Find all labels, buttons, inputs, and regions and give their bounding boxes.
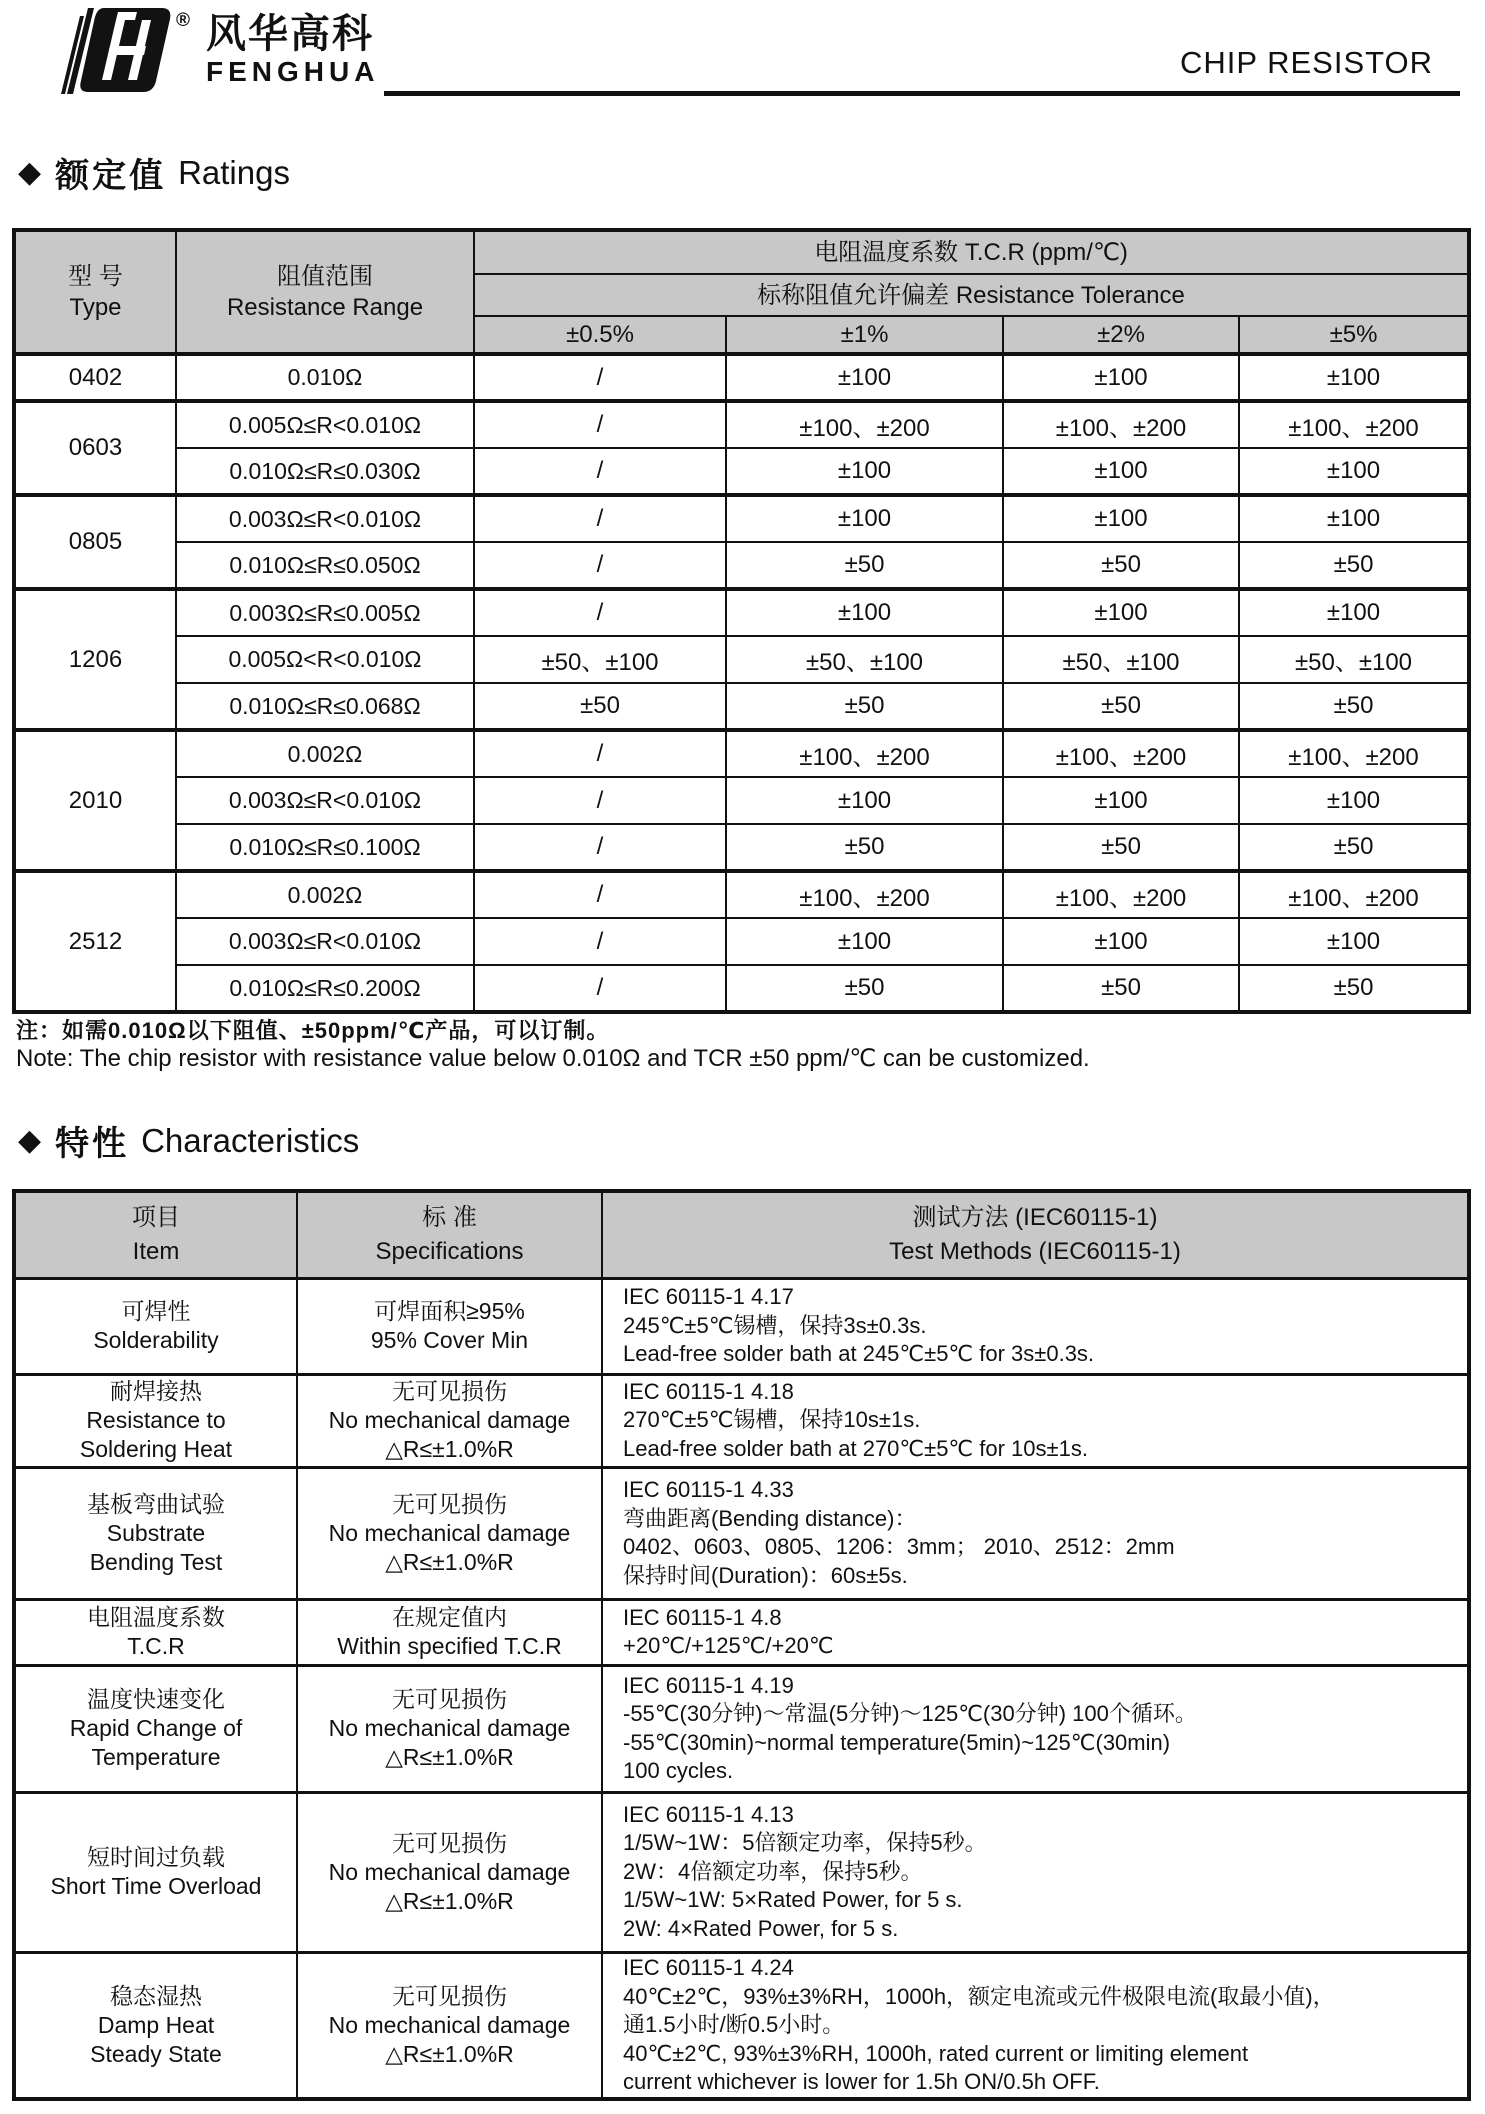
tcr-cell: ±100 [1003, 918, 1239, 965]
tcr-cell: / [474, 824, 726, 871]
tcr-cell: ±50 [1003, 824, 1239, 871]
characteristics-table [12, 1189, 1471, 2101]
tcr-cell: ±100 [726, 448, 1003, 495]
characteristics-header-row [14, 1191, 1469, 1278]
tcr-cell: ±50 [1003, 683, 1239, 730]
item-cell: 耐焊接热 Resistance to Soldering Heat [14, 1374, 297, 1467]
tcr-cell: ±100 [1003, 448, 1239, 495]
range-cell: 0.010Ω≤R≤0.068Ω [176, 683, 474, 730]
table-row [14, 401, 1469, 448]
range-cell: 0.010Ω≤R≤0.030Ω [176, 448, 474, 495]
tcr-cell: ±50 [1239, 824, 1469, 871]
brand-name-cn: 风华高科 [206, 12, 374, 56]
tcr-cell: ±50 [1003, 542, 1239, 589]
tcr-cell: ±50、±100 [474, 636, 726, 683]
col-header-tolerance: 标称阻值允许偏差 Resistance Tolerance [474, 274, 1469, 316]
tcr-cell: / [474, 871, 726, 918]
tcr-cell: ±100 [1239, 354, 1469, 401]
tcr-cell: ±100 [1239, 448, 1469, 495]
spec-cell: 无可见损伤 No mechanical damage △R≤±1.0%R [297, 1952, 602, 2099]
col-header-item: 项目 Item [14, 1191, 297, 1278]
tcr-cell: / [474, 542, 726, 589]
type-cell: 1206 [14, 589, 176, 730]
range-cell: 0.005Ω≤R<0.010Ω [176, 401, 474, 448]
spec-cell: 无可见损伤 No mechanical damage △R≤±1.0%R [297, 1665, 602, 1792]
table-row [14, 495, 1469, 542]
header-rule [384, 91, 1460, 96]
ratings-title-cn: 额定值 [55, 157, 167, 195]
method-cell: IEC 60115-1 4.19 -55℃(30分钟)～常温(5分钟)～125℃(30分钟) 100个循环。 -55℃(30min)~normal temperature(5min)~125℃(30min) 100 cycles. [602, 1665, 1469, 1792]
tcr-cell: ±100、±200 [1003, 871, 1239, 918]
table-row [14, 448, 1469, 495]
tcr-cell: / [474, 730, 726, 777]
spec-cell: 在规定值内 Within specified T.C.R [297, 1599, 602, 1665]
table-row [14, 1467, 1469, 1599]
tcr-cell: ±100 [726, 777, 1003, 824]
item-cell: 稳态湿热 Damp Heat Steady State [14, 1952, 297, 2099]
col-header-tol-5: ±5% [1239, 316, 1469, 354]
table-row [14, 918, 1469, 965]
characteristics-section-title [18, 1116, 359, 1165]
tcr-cell: ±100 [1003, 354, 1239, 401]
tcr-cell: ±100、±200 [1239, 871, 1469, 918]
item-cell: 可焊性 Solderability [14, 1278, 297, 1374]
item-cell: 温度快速变化 Rapid Change of Temperature [14, 1665, 297, 1792]
tcr-cell: ±50 [1239, 542, 1469, 589]
method-cell: IEC 60115-1 4.33 弯曲距离(Bending distance)： 0402、0603、0805、1206：3mm； 2010、2512：2mm 保持时间(Duration)：60s±5s. [602, 1467, 1469, 1599]
tcr-cell: ±100 [726, 354, 1003, 401]
item-cell: 电阻温度系数 T.C.R [14, 1599, 297, 1665]
table-row [14, 1792, 1469, 1952]
tcr-cell: / [474, 918, 726, 965]
table-row [14, 354, 1469, 401]
fenghua-logo-icon [58, 8, 176, 99]
doc-title: CHIP RESISTOR [1179, 45, 1433, 80]
tcr-cell: / [474, 777, 726, 824]
range-cell: 0.010Ω≤R≤0.200Ω [176, 965, 474, 1012]
method-cell: IEC 60115-1 4.18 270℃±5℃锡槽，保持10s±1s. Lead-free solder bath at 270℃±5℃ for 10s±1s. [602, 1374, 1469, 1467]
table-row [14, 965, 1469, 1012]
table-row [14, 777, 1469, 824]
tcr-cell: ±100、±200 [1239, 401, 1469, 448]
ratings-table [12, 228, 1471, 1014]
table-row [14, 683, 1469, 730]
characteristics-title-en: Characteristics [141, 1121, 360, 1159]
range-cell: 0.003Ω≤R<0.010Ω [176, 777, 474, 824]
col-header-type: 型 号 Type [14, 230, 176, 354]
table-row [14, 1278, 1469, 1374]
note-cn: 注：如需0.010Ω以下阻值、±50ppm/℃产品，可以订制。 [16, 1018, 610, 1043]
tcr-cell: ±50 [1239, 965, 1469, 1012]
tcr-cell: ±100 [1239, 589, 1469, 636]
range-cell: 0.003Ω≤R<0.010Ω [176, 918, 474, 965]
characteristics-title-cn: 特性 [55, 1125, 130, 1163]
spec-cell: 无可见损伤 No mechanical damage △R≤±1.0%R [297, 1467, 602, 1599]
tcr-cell: ±100 [1003, 495, 1239, 542]
tcr-cell: ±100 [1239, 918, 1469, 965]
tcr-cell: ±50 [1003, 965, 1239, 1012]
method-cell: IEC 60115-1 4.24 40℃±2℃，93%±3%RH，1000h，额定电流或元件极限电流(取最小值)， 通1.5小时/断0.5小时。 40℃±2℃, 93%±3%RH, 1000h, rated current or limiting element current whichever is lower for 1.5h ON/0.5h OFF. [602, 1952, 1469, 2099]
method-cell: IEC 60115-1 4.13 1/5W~1W：5倍额定功率，保持5秒。 2W：4倍额定功率，保持5秒。 1/5W~1W: 5×Rated Power, for 5 s. 2W: 4×Rated Power, for 5 s. [602, 1792, 1469, 1952]
spec-cell: 无可见损伤 No mechanical damage △R≤±1.0%R [297, 1374, 602, 1467]
range-cell: 0.002Ω [176, 871, 474, 918]
tcr-cell: ±100 [726, 589, 1003, 636]
tcr-cell: ±100、±200 [726, 730, 1003, 777]
tcr-cell: ±100、±200 [1239, 730, 1469, 777]
tcr-cell: ±50 [726, 683, 1003, 730]
item-cell: 基板弯曲试验 Substrate Bending Test [14, 1467, 297, 1599]
range-cell: 0.005Ω<R<0.010Ω [176, 636, 474, 683]
tcr-cell: / [474, 354, 726, 401]
table-row [14, 636, 1469, 683]
diamond-icon: ◆ [18, 156, 42, 189]
range-cell: 0.003Ω≤R≤0.005Ω [176, 589, 474, 636]
col-header-tol-2: ±2% [1003, 316, 1239, 354]
tcr-cell: ±50、±100 [1239, 636, 1469, 683]
type-cell: 0805 [14, 495, 176, 589]
item-cell: 短时间过负载 Short Time Overload [14, 1792, 297, 1952]
col-header-spec: 标 准 Specifications [297, 1191, 602, 1278]
ratings-section-title [18, 148, 290, 197]
type-cell: 2010 [14, 730, 176, 871]
tcr-cell: ±100 [1239, 777, 1469, 824]
brand-name-en: FENGHUA [206, 56, 380, 87]
range-cell: 0.010Ω [176, 354, 474, 401]
col-header-method: 测试方法 (IEC60115-1) Test Methods (IEC60115-1) [602, 1191, 1469, 1278]
table-row [14, 1665, 1469, 1792]
type-cell: 0402 [14, 354, 176, 401]
tcr-cell: / [474, 448, 726, 495]
col-header-tol-0.5: ±0.5% [474, 316, 726, 354]
tcr-cell: ±50 [726, 965, 1003, 1012]
tcr-cell: / [474, 401, 726, 448]
range-cell: 0.010Ω≤R≤0.050Ω [176, 542, 474, 589]
tcr-cell: ±100 [1003, 777, 1239, 824]
table-row [14, 1599, 1469, 1665]
table-row [14, 589, 1469, 636]
range-cell: 0.003Ω≤R<0.010Ω [176, 495, 474, 542]
type-cell: 2512 [14, 871, 176, 1012]
col-header-tcr: 电阻温度系数 T.C.R (ppm/℃) [474, 230, 1469, 274]
spec-cell: 无可见损伤 No mechanical damage △R≤±1.0%R [297, 1792, 602, 1952]
tcr-cell: ±100、±200 [1003, 401, 1239, 448]
tcr-cell: ±50 [726, 542, 1003, 589]
tcr-cell: ±50、±100 [726, 636, 1003, 683]
table-row [14, 824, 1469, 871]
tcr-cell: ±50、±100 [1003, 636, 1239, 683]
ratings-title-en: Ratings [178, 153, 290, 191]
tcr-cell: ±100 [1003, 589, 1239, 636]
tcr-cell: ±100 [726, 918, 1003, 965]
tcr-cell: ±50 [1239, 683, 1469, 730]
tcr-cell: ±100、±200 [1003, 730, 1239, 777]
method-cell: IEC 60115-1 4.17 245℃±5℃锡槽，保持3s±0.3s. Lead-free solder bath at 245℃±5℃ for 3s±0.3s. [602, 1278, 1469, 1374]
tcr-cell: / [474, 965, 726, 1012]
col-header-range: 阻值范围 Resistance Range [176, 230, 474, 354]
tcr-cell: / [474, 589, 726, 636]
table-row [14, 871, 1469, 918]
table-row [14, 1952, 1469, 2099]
tcr-cell: ±50 [726, 824, 1003, 871]
range-cell: 0.010Ω≤R≤0.100Ω [176, 824, 474, 871]
spec-cell: 可焊面积≥95% 95% Cover Min [297, 1278, 602, 1374]
type-cell: 0603 [14, 401, 176, 495]
tcr-cell: / [474, 495, 726, 542]
note-en: Note: The chip resistor with resistance value below 0.010Ω and TCR ±50 ppm/℃ can be customized. [16, 1045, 1090, 1072]
table-row [14, 1374, 1469, 1467]
range-cell: 0.002Ω [176, 730, 474, 777]
tcr-cell: ±100 [726, 495, 1003, 542]
ratings-header-row-1 [14, 230, 1469, 274]
tcr-cell: ±50 [474, 683, 726, 730]
registered-mark-icon: ® [176, 10, 190, 31]
brand-block [206, 12, 379, 87]
table-row [14, 542, 1469, 589]
col-header-tol-1: ±1% [726, 316, 1003, 354]
diamond-icon: ◆ [18, 1124, 42, 1157]
method-cell: IEC 60115-1 4.8 +20℃/+125℃/+20℃ [602, 1599, 1469, 1665]
tcr-cell: ±100、±200 [726, 401, 1003, 448]
tcr-cell: ±100、±200 [726, 871, 1003, 918]
table-row [14, 730, 1469, 777]
tcr-cell: ±100 [1239, 495, 1469, 542]
